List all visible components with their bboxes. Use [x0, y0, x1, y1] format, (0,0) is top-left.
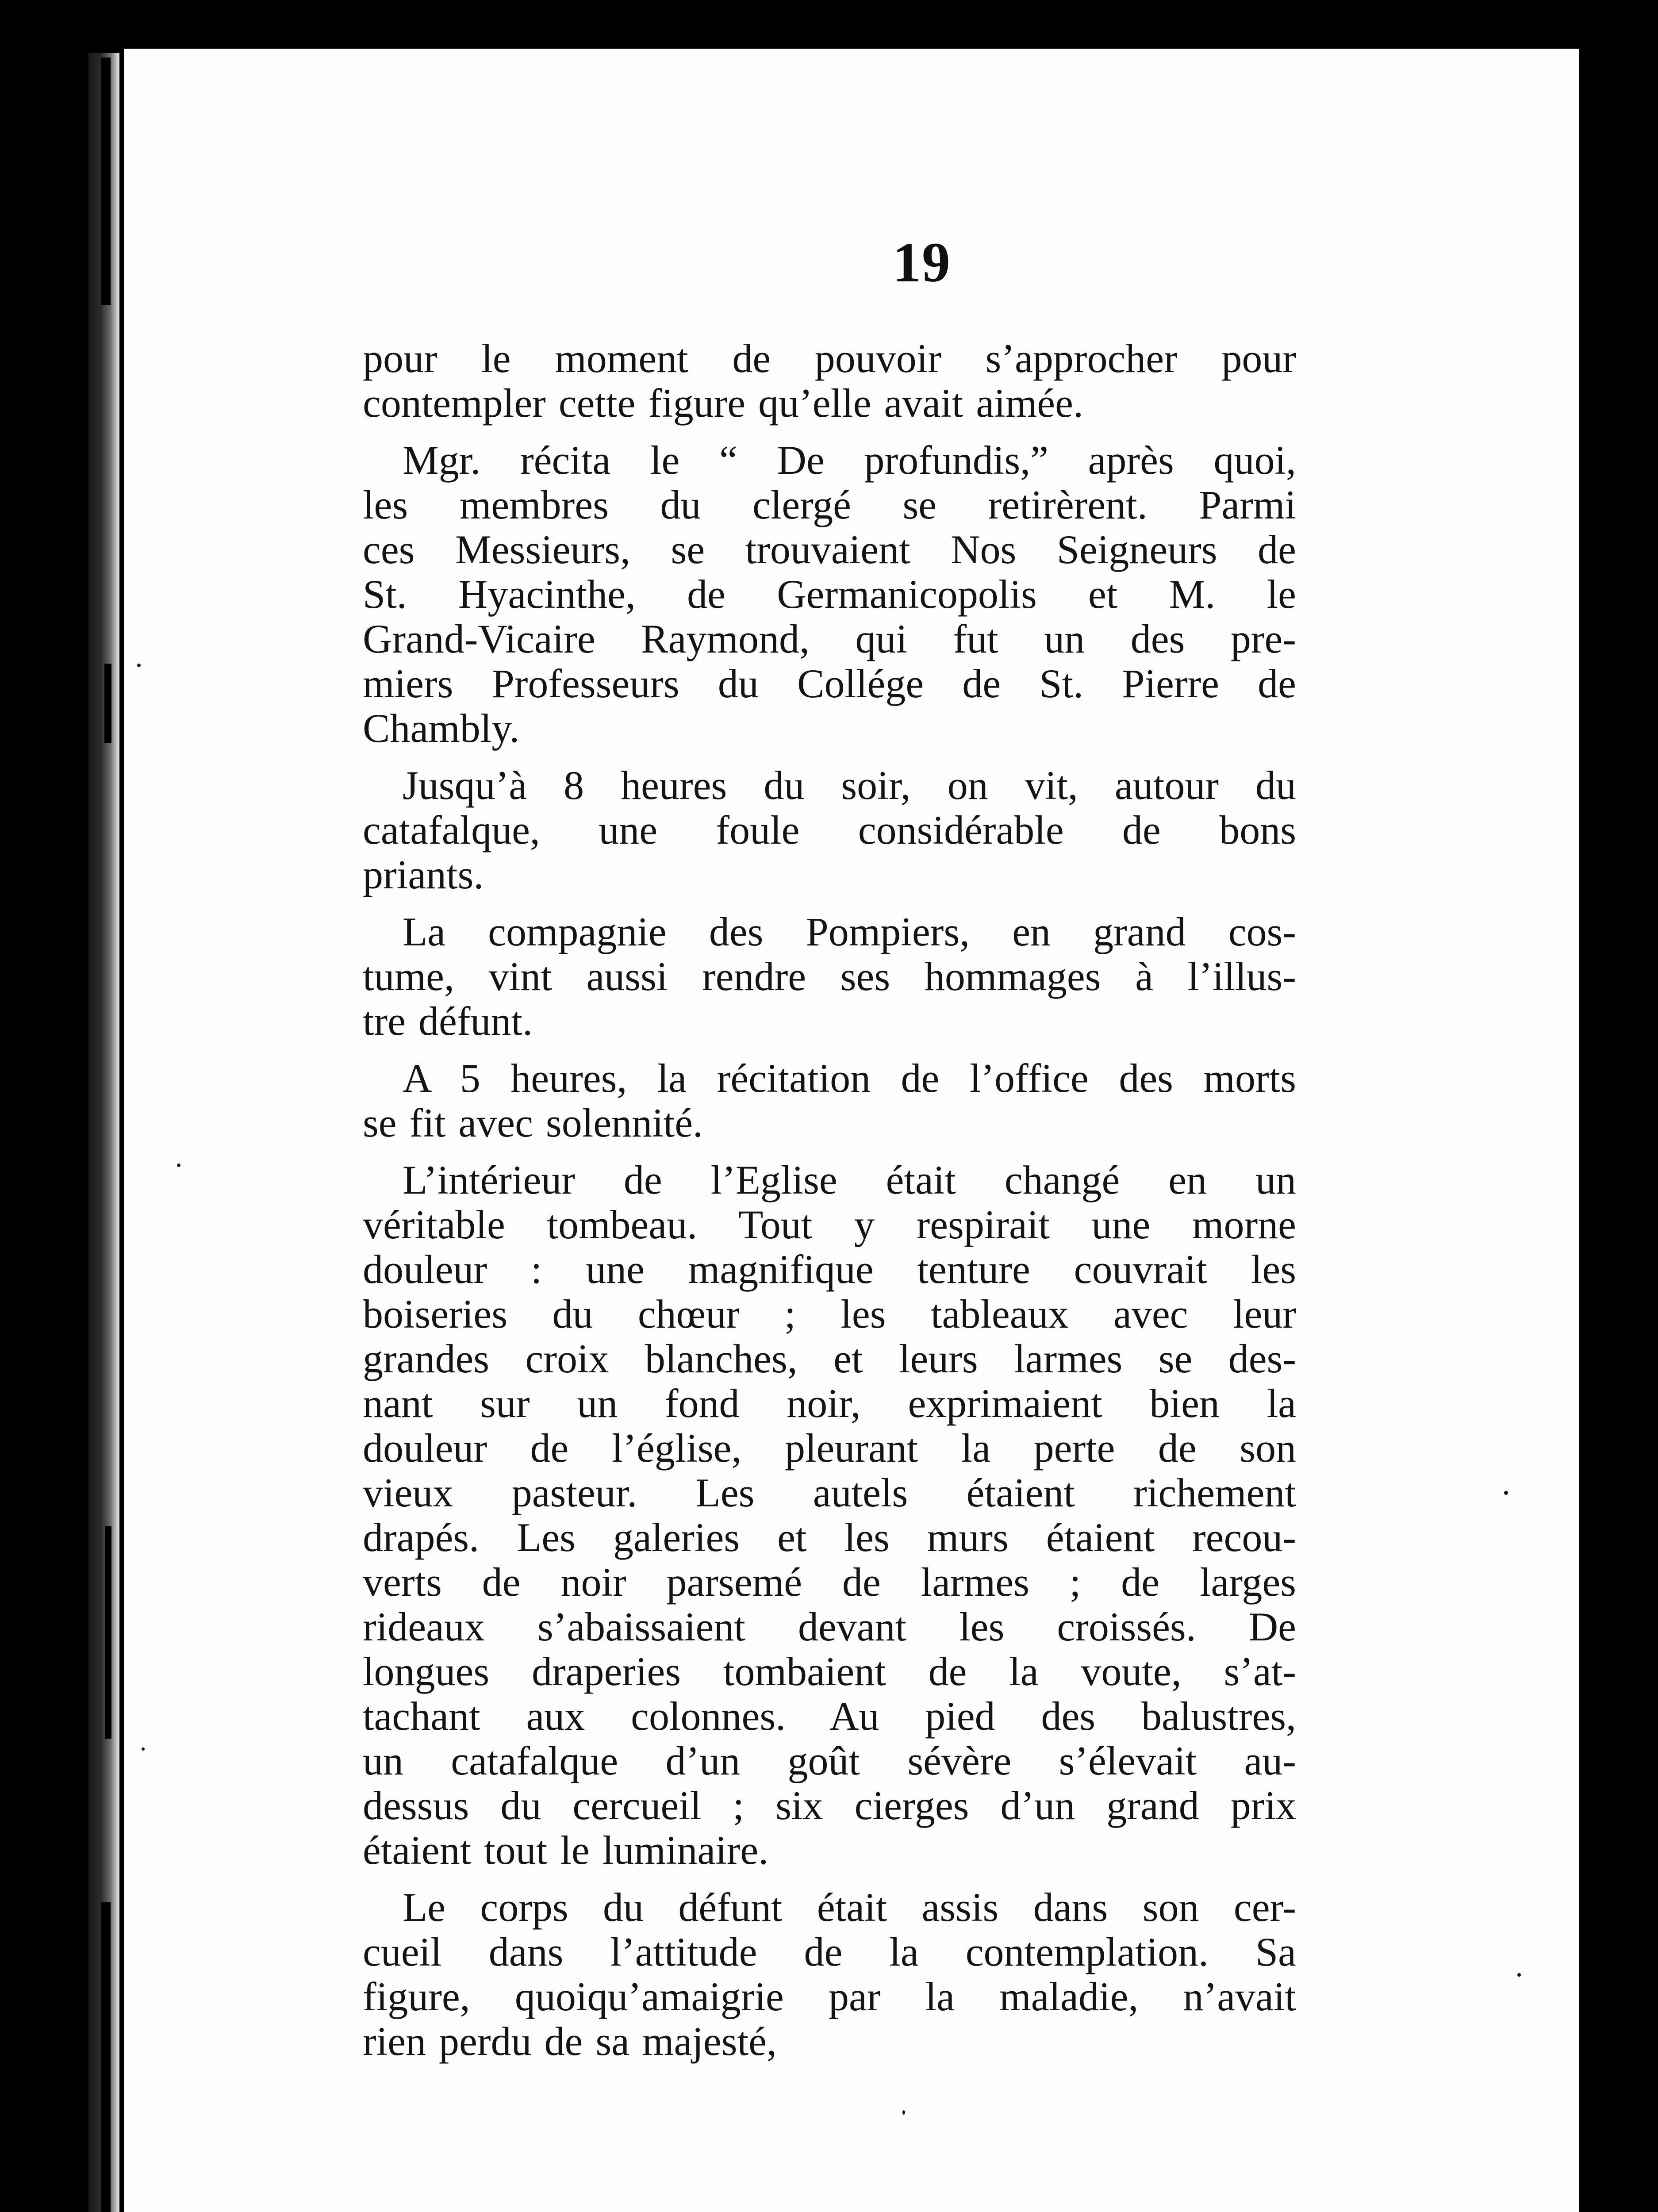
ink-speck — [902, 2110, 905, 2115]
text-line: miers Professeurs du Collége de St. Pierre de — [363, 661, 1296, 706]
text-line: véritable tombeau. Tout y respirait une morne — [363, 1202, 1296, 1247]
text-line: L’intérieur de l’Eglise était changé en un — [403, 1157, 1296, 1202]
text-line: les membres du clergé se retirèrent. Parmi — [363, 482, 1296, 527]
text-line: grandes croix blanches, et leurs larmes se des- — [363, 1336, 1296, 1381]
text-line: La compagnie des Pompiers, en grand cos- — [403, 909, 1296, 954]
paragraph — [363, 336, 1296, 426]
text-line: Mgr. récita le “ De profundis,” après quoi, — [403, 438, 1296, 483]
text-line: St. Hyacinthe, de Germanicopolis et M. le — [363, 572, 1296, 617]
text-line: étaient tout le luminaire. — [363, 1828, 769, 1873]
text-line: rideaux s’abaissaient devant les croissés. De — [363, 1604, 1296, 1649]
binding-mark — [105, 1526, 111, 1739]
paragraph — [363, 763, 1296, 897]
paragraph — [363, 1158, 1296, 1873]
ink-speck — [1517, 1973, 1521, 1977]
text-line: boiseries du chœur ; les tableaux avec leur — [363, 1291, 1296, 1336]
text-line: Chambly. — [363, 706, 520, 751]
text-line: Le corps du défunt était assis dans son cer- — [403, 1885, 1296, 1930]
text-line: A 5 heures, la récitation de l’office des morts — [403, 1056, 1296, 1101]
text-line: verts de noir parsemé de larmes ; de larges — [363, 1559, 1296, 1605]
page-number: 19 — [893, 231, 951, 294]
binding-mark — [101, 1902, 111, 2212]
text-line: nant sur un fond noir, exprimaient bien la — [363, 1381, 1296, 1426]
text-line: catafalque, une foule considérable de bons — [363, 807, 1296, 853]
text-line: tume, vint aussi rendre ses hommages à l’illus- — [363, 954, 1296, 999]
text-line: tre défunt. — [363, 998, 533, 1044]
ink-speck — [1504, 1491, 1508, 1495]
text-line: Jusqu’à 8 heures du soir, on vit, autour du — [403, 763, 1296, 808]
text-line: un catafalque d’un goût sévère s’élevait au- — [363, 1738, 1296, 1783]
text-line: contempler cette figure qu’elle avait aimée. — [363, 380, 1083, 426]
text-line: rien perdu de sa majesté, — [363, 2019, 777, 2064]
text-line: pour le moment de pouvoir s’approcher pour — [363, 336, 1296, 381]
ink-speck — [137, 664, 141, 667]
text-line: douleur : une magnifique tenture couvrait les — [363, 1247, 1296, 1292]
text-line: vieux pasteur. Les autels étaient richement — [363, 1470, 1296, 1515]
text-line: Grand-Vicaire Raymond, qui fut un des pre- — [363, 616, 1296, 661]
text-line: se fit avec solennité. — [363, 1100, 703, 1145]
text-line: drapés. Les galeries et les murs étaient recou- — [363, 1515, 1296, 1560]
text-line: priants. — [363, 852, 484, 897]
page-binding-edge — [88, 53, 119, 2212]
ink-speck — [142, 1747, 145, 1751]
text-line: tachant aux colonnes. Au pied des balustres, — [363, 1694, 1296, 1739]
paragraph — [363, 910, 1296, 1044]
body-text — [363, 336, 1296, 2076]
text-line: douleur de l’église, pleurant la perte de son — [363, 1425, 1296, 1471]
text-line: longues draperies tombaient de la voute, s’at- — [363, 1649, 1296, 1694]
ink-speck — [177, 1164, 180, 1167]
paragraph — [363, 1885, 1296, 2064]
binding-mark — [104, 664, 111, 743]
text-line: cueil dans l’attitude de la contemplation. Sa — [363, 1929, 1296, 1974]
paragraph — [363, 438, 1296, 751]
paragraph — [363, 1056, 1296, 1145]
text-line: dessus du cercueil ; six cierges d’un grand prix — [363, 1783, 1296, 1828]
text-line: ces Messieurs, se trouvaient Nos Seigneurs de — [363, 527, 1296, 572]
text-line: figure, quoiqu’amaigrie par la maladie, n’avait — [363, 1974, 1296, 2019]
